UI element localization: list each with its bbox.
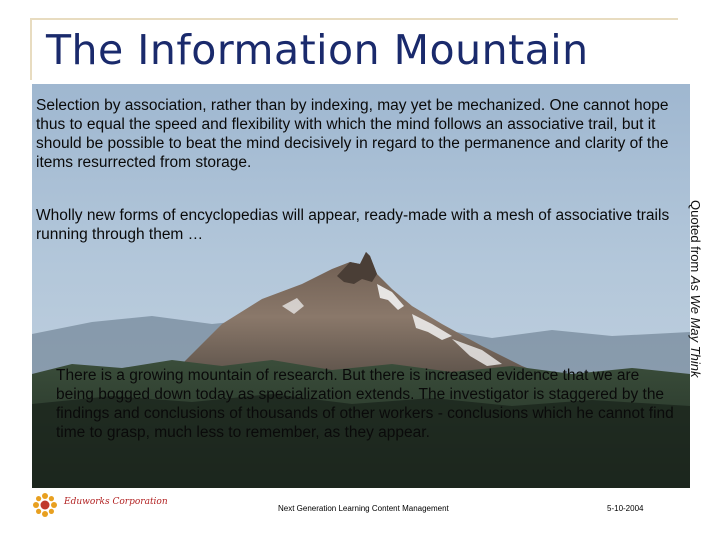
title-accent-bracket: [30, 18, 32, 80]
quote-paragraph-encyclopedias: Wholly new forms of encyclopedias will appear, ready-made with a mesh of associative trails running through them …: [36, 207, 670, 243]
source-attribution-title: As We May Think: [688, 275, 703, 378]
title-accent-line: [30, 18, 678, 20]
quote-paragraph-association: Selection by association, rather than by indexing, may yet be mechanized. One cannot hope thus to equal the speed and flexibility with which the mind follows an associative trail, but it should be possible to beat the mind decisively in regard to the permanence and clarity of the items resurrected from storage.: [36, 97, 669, 171]
footer-company-name: Eduworks Corporation: [64, 497, 168, 507]
slide-title: The Information Mountain: [46, 26, 589, 74]
source-attribution-prefix: Quoted from: [688, 200, 703, 276]
source-attribution: [688, 200, 703, 378]
company-logo-icon: [32, 492, 58, 518]
footer-presentation-title: Next Generation Learning Content Management: [278, 504, 449, 513]
quote-paragraph-research-mountain: There is a growing mountain of research. But there is increased evidence that we are being bogged down today as specialization extends. The investigator is staggered by the findings and conclusions of thousands of other workers - conclusions which he cannot find time to grasp, much less to remember, as they appear.: [56, 367, 674, 441]
footer-date: 5-10-2004: [607, 504, 644, 513]
